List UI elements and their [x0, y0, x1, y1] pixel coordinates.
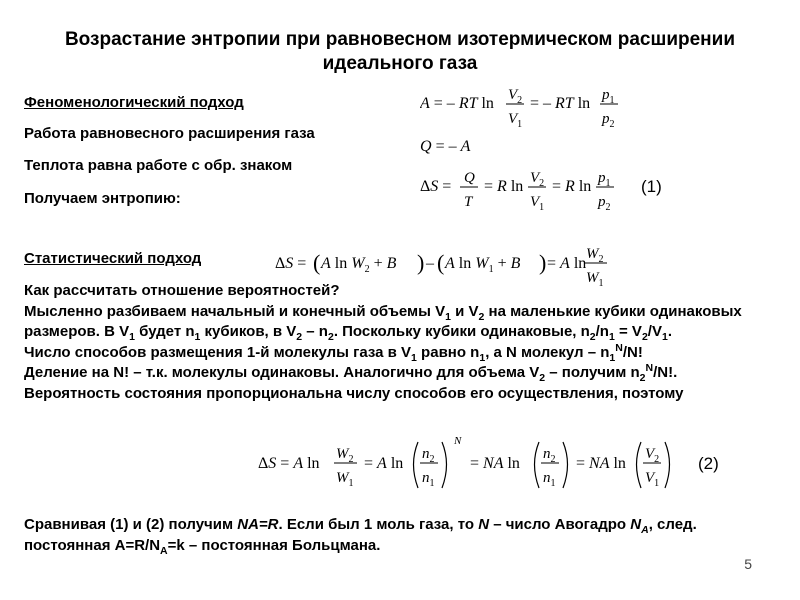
svg-text:T: T [464, 194, 473, 210]
svg-text:p1: $p_1$ [602, 87, 615, 106]
svg-text:V2: $V_2$ [508, 87, 523, 106]
formula-entropy [420, 163, 630, 218]
svg-text:n2: $n_2$ [422, 446, 435, 465]
svg-text:V2: $V_2$ [645, 446, 660, 465]
svg-text:A ln W1 + B: A $\ln W_1 + B$ [445, 255, 521, 275]
svg-text:A = – RT ln: A = – RT ln [420, 95, 494, 112]
equation-label-2: (2) [698, 454, 719, 473]
svg-text:Q = – A: Q = – A [420, 138, 471, 155]
svg-text:W2: $W_2$ [336, 446, 354, 465]
formula-work [420, 80, 630, 135]
svg-text:V1: $V_1$ [530, 194, 545, 213]
svg-text:= A ln: = A ln [547, 255, 587, 272]
svg-text:W1: $W_1$ [586, 270, 604, 288]
svg-text:ΔS = A ln: ΔS = A ln [258, 455, 320, 472]
svg-text:n1: $n_1$ [422, 470, 435, 489]
svg-text:Q: Q [464, 170, 475, 186]
svg-text:N: N [454, 435, 462, 447]
svg-text:–: – [426, 255, 434, 272]
page-number: 5 [744, 556, 752, 572]
svg-text:n1: $n_1$ [543, 470, 556, 489]
conclusion: Сравнивая (1) и (2) получим NA=R. Если был 1 моль газа, то N – число Авогадро $N_A$, след. постоянная $A=R/N_A=k$ – постоянная Больцмана. [24, 516, 697, 557]
svg-text:ΔS =: ΔS = [420, 178, 452, 195]
svg-text:p1: $p_1$ [598, 170, 611, 189]
svg-text:= NA ln: = NA ln [470, 455, 520, 472]
svg-text:p2: $p_2$ [598, 194, 611, 213]
svg-text:= R ln: = R ln [484, 178, 524, 195]
formula-heat [420, 134, 500, 163]
svg-text:= A ln: = A ln [364, 455, 404, 472]
heat-line: Теплота равна работе с обр. знаком [24, 157, 293, 174]
slide-title: Возрастание энтропии при равновесном изотермическом расширении идеального газа [64, 29, 736, 74]
svg-text:p2: $p_2$ [602, 111, 615, 130]
svg-text:A ln W2 + B: A $\ln W_2 + B$ [321, 255, 397, 275]
statistical-explanation: Как рассчитать отношение вероятностей? Мысленно разбиваем начальный и конечный объемы $V_1$ и $V_2$ на маленькие кубики одинаковых размеров. В $V_1$ будет $n_1$ кубиков, в $V_2 - n_2$. Поскольку кубики одинаковые, $n_2/n_1 = V_2/V_1$. Число способов размещения 1-й молекулы газа в $V_1$ равно $n_1$, а N молекул – $n_1^N/N$! Деление на N! – т.к. молекулы одинаковы. Аналогично для объема $V_2$ – получим $n_2^N/N$!. Вероятность состояния пропорциональна числу способов его осуществления, поэтому [24, 282, 742, 402]
statistical-heading: Статистический подход [24, 250, 202, 267]
formula-final [258, 432, 678, 499]
svg-text:= – RT ln: = – RT ln [530, 95, 591, 112]
svg-text:ΔS =: ΔS = [275, 255, 307, 272]
svg-text:): ) [539, 250, 547, 275]
entropy-line: Получаем энтропию: [24, 190, 181, 207]
svg-text:= NA ln: = NA ln [576, 455, 626, 472]
svg-text:V1: $V_1$ [508, 111, 523, 130]
svg-text:W2: $W_2$ [586, 246, 604, 265]
svg-text:n2: $n_2$ [543, 446, 556, 465]
svg-text:= R ln: = R ln [552, 178, 592, 195]
phenomenological-heading: Феноменологический подход [24, 94, 244, 111]
svg-text:W1: $W_1$ [336, 470, 354, 489]
svg-text:V2: $V_2$ [530, 170, 545, 189]
work-line: Работа равновесного расширения газа [24, 125, 315, 142]
svg-text:V1: $V_1$ [645, 470, 660, 489]
svg-text:(: ( [437, 250, 445, 275]
equation-label-1: (1) [641, 177, 662, 196]
svg-text:): ) [417, 250, 425, 275]
svg-text:(: ( [313, 250, 321, 275]
